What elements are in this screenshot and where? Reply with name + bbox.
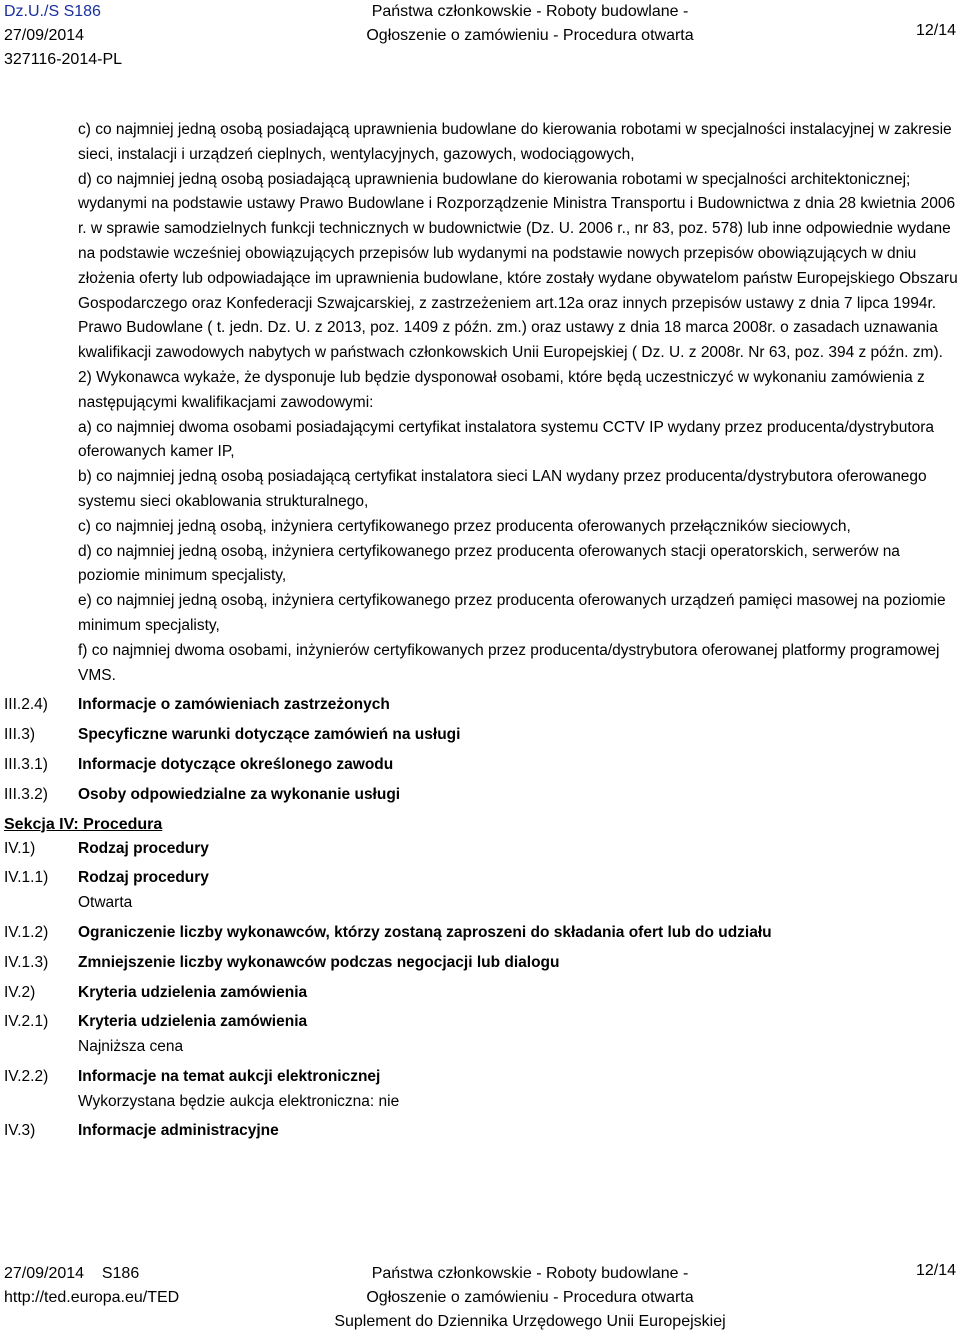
section-body [78, 951, 960, 976]
header-date: 27/09/2014 [4, 27, 85, 44]
section-body [78, 693, 960, 718]
body-paragraph: a) co najmniej dwoma osobami posiadającymi certyfikat instalatora systemu CCTV IP wydany przez producenta/dystrybutora oferowanych kamer IP, [78, 418, 935, 461]
section-title: Informacje na temat aukcji elektronicznej [78, 1067, 381, 1085]
section-title: Kryteria udzielenia zamówienia [78, 983, 308, 1001]
section-row [0, 1010, 960, 1060]
main-content [0, 118, 960, 1149]
section-title: Specyficzne warunki dotyczące zamówień na usługi [78, 726, 461, 744]
footer-title-line-2: Ogłoszenie o zamówieniu - Procedura otwarta [366, 1289, 694, 1306]
section-number: IV.2) [4, 983, 36, 1001]
header-page-number: 12/14 [915, 22, 956, 39]
section-row [0, 951, 960, 976]
body-paragraph: e) co najmniej jedną osobą, inżyniera certyfikowanego przez producenta oferowanych urządzeń pamięci masowej na poziomie minimum specjalisty, [78, 592, 946, 634]
section-iii-list [0, 693, 960, 812]
section-title: Informacje dotyczące określonego zawodu [78, 755, 394, 773]
footer-title-line-1: Państwa członkowskie - Roboty budowlane - [371, 1265, 689, 1282]
body-paragraph: b) co najmniej jedną osobą posiadającą certyfikat instalatora sieci LAN wydany przez producenta/dystrybutora oferowanego systemu sieci okablowania strukturalnego, [78, 468, 927, 510]
section-body [78, 981, 960, 1006]
section-number: III.3) [4, 726, 36, 744]
section-body [78, 783, 960, 808]
page-footer [0, 1258, 960, 1334]
section-number: III.2.4) [4, 696, 48, 714]
section-row [0, 693, 960, 718]
section-title: Rodzaj procedury [78, 839, 209, 857]
footer-date-issue: 27/09/2014 S186 [4, 1265, 140, 1282]
section-body [78, 921, 960, 946]
section-title: Kryteria udzielenia zamówienia [78, 1013, 308, 1031]
section-body [78, 1119, 960, 1144]
section-row [0, 921, 960, 946]
section-row [0, 866, 960, 916]
section-body [78, 1065, 960, 1115]
section-number: IV.1) [4, 839, 36, 857]
footer-page-number: 12/14 [915, 1262, 956, 1279]
body-paragraph: c) co najmniej jedną osobą posiadającą uprawnienia budowlane do kierowania robotami w specjalności instalacyjnej w zakresie sieci, instalacji i urządzeń cieplnych, wentylacyjnych, gazowych, wodociągowych, [78, 121, 952, 163]
section-body [78, 723, 960, 748]
section-number: IV.1.3) [4, 953, 49, 971]
section-row [0, 1065, 960, 1115]
ted-url-link[interactable]: http://ted.europa.eu/TED [4, 1289, 180, 1306]
header-title-line-2: Ogłoszenie o zamówieniu - Procedura otwarta [366, 27, 694, 44]
body-paragraph: 2) Wykonawca wykaże, że dysponuje lub będzie dysponował osobami, które będą uczestniczyć w wykonaniu zamówienia z następującymi kwalifikacjami zawodowymi: [78, 368, 925, 411]
footer-title-line-3: Suplement do Dziennika Urzędowego Unii Europejskiej [334, 1313, 726, 1330]
header-left [4, 0, 122, 72]
section-number: IV.2.2) [4, 1067, 49, 1085]
section-iv-list [0, 837, 960, 1150]
section-number: III.3.2) [4, 785, 48, 803]
section-body [78, 753, 960, 778]
body-paragraphs [0, 118, 960, 688]
notice-id: 327116-2014-PL [4, 51, 123, 68]
page-header [0, 0, 960, 70]
section-number: III.3.1) [4, 755, 48, 773]
body-paragraph: wydanymi na podstawie ustawy Prawo Budowlane i Rozporządzenie Ministra Transportu i Budownictwa z dnia 28 kwietnia 2006 r. w sprawie samodzielnych funkcji technicznych w budownictwie (Dz. U. 2006 r., nr 83, poz. 578) lub inne odpowiednie wydane na podstawie wcześniej obowiązujących przepisów lub wydanymi na podstawie nowych przepisów obowiązujących w dniu złożenia oferty lub odpowiadające im uprawnienia budowlane, które zostały wydane obywatelom państw Europejskiego Obszaru Gospodarczego oraz Konfederacji Szwajcarskiej, z zastrzeżeniem art.12a oraz innych przepisów ustawy z dnia 7 lipca 1994r. Prawo Budowlane ( t. jedn. Dz. U. z 2013, poz. 1409 z późn. zm.) oraz ustawy z dnia 18 marca 2008r. o zasadach uznawania kwalifikacji zawodowych nabytych w państwach członkowskich Unii Europejskiej ( Dz. U. z 2008r. Nr 63, poz. 394 z późn. zm). [78, 195, 958, 362]
body-paragraph: d) co najmniej jedną osobą, inżyniera certyfikowanego przez producenta oferowanych stacji operatorskich, serwerów na poziomie minimum specjalisty, [78, 542, 900, 585]
section-title: Informacje administracyjne [78, 1122, 279, 1140]
section-row [0, 1119, 960, 1144]
section-title: Zmniejszenie liczby wykonawców podczas negocjacji lub dialogu [78, 953, 560, 971]
section-row [0, 981, 960, 1006]
body-paragraph: c) co najmniej jedną osobą, inżyniera certyfikowanego przez producenta oferowanych przełączników sieciowych, [78, 517, 851, 535]
section-body [78, 837, 960, 862]
section-row [0, 753, 960, 778]
doc-ref-link[interactable]: Dz.U./S S186 [4, 3, 101, 20]
body-paragraph: f) co najmniej dwoma osobami, inżynierów certyfikowanych przez producenta/dystrybutora oferowanej platformy programowej VMS. [78, 641, 940, 684]
header-center [300, 0, 760, 48]
section-number: IV.1.2) [4, 923, 49, 941]
header-title-line-1: Państwa członkowskie - Roboty budowlane - [371, 3, 689, 20]
section-title: Osoby odpowiedzialne za wykonanie usługi [78, 785, 401, 803]
footer-left [4, 1262, 179, 1310]
body-paragraph: d) co najmniej jedną osobą posiadającą uprawnienia budowlane do kierowania robotami w specjalności architektonicznej; [78, 170, 911, 188]
footer-center [300, 1262, 760, 1334]
section-row [0, 837, 960, 862]
section-number: IV.3) [4, 1122, 36, 1140]
section-value: Najniższa cena [78, 1038, 184, 1056]
section-iv-heading: Sekcja IV: Procedura [4, 815, 163, 833]
section-row [0, 723, 960, 748]
section-title: Ograniczenie liczby wykonawców, którzy zostaną zaproszeni do składania ofert lub do udziału [78, 923, 772, 941]
section-value: Wykorzystana będzie aukcja elektroniczna: nie [78, 1092, 400, 1110]
section-value: Otwarta [78, 894, 133, 912]
section-number: IV.1.1) [4, 869, 49, 887]
section-title: Rodzaj procedury [78, 869, 209, 887]
section-title: Informacje o zamówieniach zastrzeżonych [78, 696, 390, 714]
section-number: IV.2.1) [4, 1013, 49, 1031]
section-body [78, 1010, 960, 1060]
section-body [78, 866, 960, 916]
section-row [0, 783, 960, 808]
